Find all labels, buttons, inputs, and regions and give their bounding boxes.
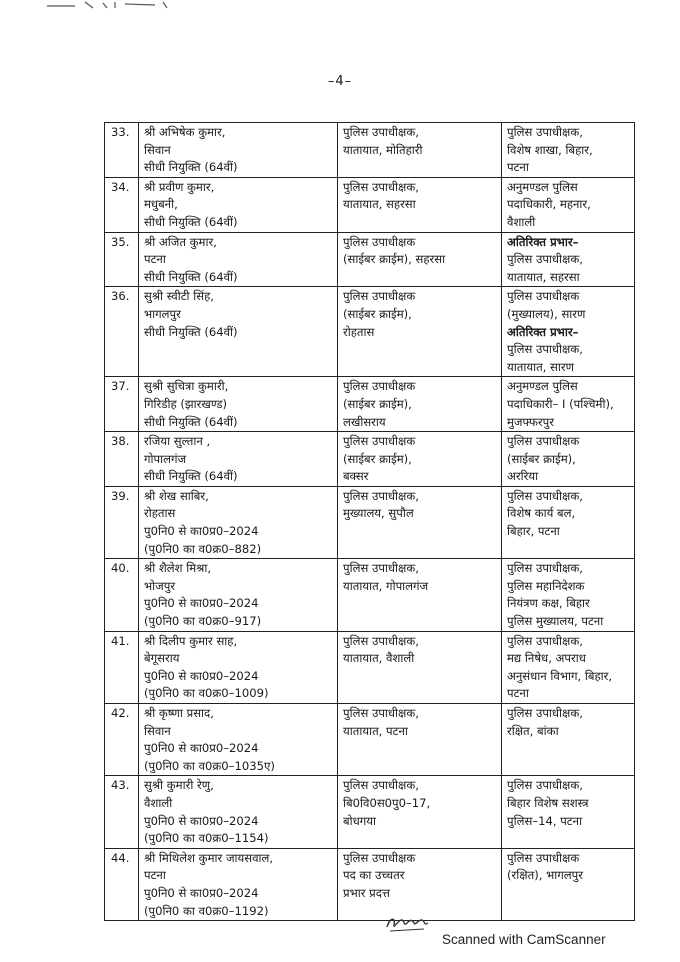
new-post-cell <box>502 631 635 703</box>
new-post-cell <box>502 177 635 232</box>
current-post-line: पुलिस उपाधीक्षक, <box>343 488 419 503</box>
new-post-line: विशेष शाखा, बिहार, <box>507 142 593 157</box>
table-row <box>105 704 635 776</box>
officer-name-line: रजिया सुल्तान , <box>144 434 211 449</box>
table-row <box>105 776 635 848</box>
officer-name-line: सीधी नियुक्ति (64वीं) <box>144 324 238 339</box>
officer-name-line: श्री दिलीप कुमार साह, <box>144 633 238 648</box>
current-post-line: पुलिस उपाधीक्षक <box>343 850 416 865</box>
new-post-line: पुलिस उपाधीक्षक, <box>507 561 583 576</box>
current-post-line: पुलिस उपाधीक्षक, <box>343 778 419 793</box>
table-row <box>105 559 635 631</box>
new-post-line: (रक्षित), भागलपुर <box>507 868 583 883</box>
officer-name-cell <box>139 704 338 776</box>
new-post-line: (मुख्यालय), सारण <box>507 306 586 321</box>
officer-name-line: पु0नि0 से का0प्र0–2024 <box>144 813 259 828</box>
table-row <box>105 287 635 377</box>
officer-name-cell <box>139 776 338 848</box>
current-post-cell <box>338 559 502 631</box>
new-post-cell <box>502 776 635 848</box>
officer-name-cell <box>139 287 338 377</box>
new-post-cell <box>502 486 635 558</box>
new-post-cell <box>502 704 635 776</box>
officer-name-line: मधुबनी, <box>144 197 178 212</box>
current-post-line: पुलिस उपाधीक्षक, <box>343 633 419 648</box>
table-row <box>105 432 635 487</box>
serial-number-cell: 39. <box>105 486 139 558</box>
new-post-cell <box>502 123 635 178</box>
new-post-line: पुलिस उपाधीक्षक, <box>507 488 583 503</box>
officer-name-line: पु0नि0 से का0प्र0–2024 <box>144 596 259 611</box>
current-post-line: मुख्यालय, सुपौल <box>343 506 414 521</box>
officer-name-line: भोजपुर <box>144 578 176 593</box>
current-post-line: यातायात, सहरसा <box>343 197 416 212</box>
new-post-line: पुलिस उपाधीक्षक, <box>507 633 583 648</box>
table-row <box>105 123 635 178</box>
new-post-line: बिहार विशेष सशस्त्र <box>507 795 589 810</box>
current-post-line: (साईबर क्राईम), <box>343 306 412 321</box>
current-post-cell <box>338 704 502 776</box>
current-post-line: बि0वि0स0पु0–17, <box>343 795 431 810</box>
current-post-line: पुलिस उपाधीक्षक, <box>343 125 419 139</box>
new-post-cell <box>502 848 635 920</box>
officer-name-line: रोहतास <box>144 506 176 521</box>
current-post-cell <box>338 432 502 487</box>
current-post-cell <box>338 377 502 432</box>
officer-name-line: सिवान <box>144 723 171 738</box>
officer-name-line: (पु0नि0 का व0क्र0–1154) <box>144 831 269 846</box>
officer-name-line: पु0नि0 से का0प्र0–2024 <box>144 885 259 900</box>
new-post-line: पुलिस उपाधीक्षक, <box>507 342 583 357</box>
current-post-line: पुलिस उपाधीक्षक <box>343 379 416 394</box>
new-post-cell <box>502 377 635 432</box>
current-post-line: पुलिस उपाधीक्षक, <box>343 179 419 194</box>
current-post-cell <box>338 631 502 703</box>
new-post-line: अतिरिक्त प्रभार– <box>507 234 579 249</box>
officer-name-line: (पु0नि0 का व0क्र0–1009) <box>144 686 269 701</box>
new-post-line: अनुमण्डल पुलिस <box>507 379 578 394</box>
officer-name-line: श्री शैलेश मिश्रा, <box>144 561 212 576</box>
current-post-line: बक्सर <box>343 469 369 484</box>
new-post-cell <box>502 559 635 631</box>
current-post-line: यातायात, गोपालगंज <box>343 578 429 593</box>
table-row <box>105 177 635 232</box>
officer-name-line: भागलपुर <box>144 306 181 321</box>
new-post-line: यातायात, सहरसा <box>507 269 580 284</box>
new-post-line: मुजफ्फरपुर <box>507 414 554 429</box>
new-post-line: बिहार, पटना <box>507 524 560 539</box>
officer-name-line: वैशाली <box>144 795 173 810</box>
officer-name-cell <box>139 432 338 487</box>
new-post-line: पटना <box>507 686 529 701</box>
officer-name-line: सुश्री सुचित्रा कुमारी, <box>144 379 229 394</box>
serial-number-cell: 40. <box>105 559 139 631</box>
new-post-line: अररिया <box>507 469 539 484</box>
new-post-line: पुलिस उपाधीक्षक, <box>507 706 583 720</box>
current-post-line: पुलिस उपाधीक्षक, <box>343 561 419 576</box>
current-post-line: यातायात, पटना <box>343 723 408 738</box>
officer-name-line: (पु0नि0 का व0क्र0–917) <box>144 614 262 629</box>
new-post-line: पदाधिकारी, महनार, <box>507 197 591 212</box>
new-post-line: पुलिस उपाधीक्षक <box>507 289 580 304</box>
new-post-line: पुलिस उपाधीक्षक <box>507 434 580 449</box>
officer-name-line: सीधी नियुक्ति (64वीं) <box>144 160 238 175</box>
officer-name-cell <box>139 486 338 558</box>
serial-number-cell: 42. <box>105 704 139 776</box>
officer-name-line: गिरिडीह (झारखण्ड) <box>144 396 228 411</box>
officer-name-line: श्री प्रवीण कुमार, <box>144 179 215 194</box>
officer-name-cell <box>139 232 338 287</box>
officer-name-cell <box>139 177 338 232</box>
officer-name-line: सुश्री स्वीटी सिंह, <box>144 289 214 304</box>
current-post-cell <box>338 848 502 920</box>
new-post-cell <box>502 432 635 487</box>
officer-name-line: (पु0नि0 का व0क्र0–882) <box>144 541 262 556</box>
current-post-line: पुलिस उपाधीक्षक <box>343 234 416 249</box>
current-post-line: यातायात, मोतिहारी <box>343 142 423 157</box>
current-post-line: यातायात, वैशाली <box>343 651 415 666</box>
officer-name-line: गोपालगंज <box>144 451 187 466</box>
officer-name-line: पु0नि0 से का0प्र0–2024 <box>144 668 259 683</box>
new-post-line: मद्य निषेध, अपराध <box>507 651 586 666</box>
serial-number-cell: 43. <box>105 776 139 848</box>
officer-name-line: (पु0नि0 का व0क्र0–1035ए) <box>144 758 275 773</box>
serial-number-cell: 37. <box>105 377 139 432</box>
signature-mark <box>384 911 432 933</box>
officer-name-line: सीधी नियुक्ति (64वीं) <box>144 414 238 429</box>
current-post-line: (साईबर क्राईम), <box>343 451 412 466</box>
table-row <box>105 486 635 558</box>
new-post-line: विशेष कार्य बल, <box>507 506 576 521</box>
new-post-line: पुलिस–14, पटना <box>507 813 583 828</box>
officer-name-line: श्री मिथिलेश कुमार जायसवाल, <box>144 850 274 865</box>
serial-number-cell: 36. <box>105 287 139 377</box>
current-post-line: पुलिस उपाधीक्षक <box>343 289 416 304</box>
officer-name-line: (पु0नि0 का व0क्र0–1192) <box>144 903 269 918</box>
current-post-line: पुलिस उपाधीक्षक, <box>343 706 419 720</box>
officer-name-line: पु0नि0 से का0प्र0–2024 <box>144 741 259 756</box>
officer-name-line: सीधी नियुक्ति (64वीं) <box>144 214 238 229</box>
posting-table <box>104 122 635 921</box>
current-post-cell <box>338 177 502 232</box>
camscanner-watermark: Scanned with CamScanner <box>442 932 606 947</box>
officer-name-cell <box>139 123 338 178</box>
current-post-cell <box>338 123 502 178</box>
new-post-line: पदाधिकारी– I (पश्चिमी), <box>507 396 614 411</box>
officer-name-line: सीधी नियुक्ति (64वीं) <box>144 469 238 484</box>
serial-number-cell: 38. <box>105 432 139 487</box>
table-row <box>105 848 635 920</box>
serial-number-cell: 33. <box>105 123 139 178</box>
table-row <box>105 631 635 703</box>
officer-name-line: श्री शेख साबिर, <box>144 488 209 503</box>
top-scribble-mark <box>45 0 195 10</box>
table-row <box>105 232 635 287</box>
officer-name-cell <box>139 377 338 432</box>
current-post-cell <box>338 776 502 848</box>
new-post-line: पुलिस उपाधीक्षक, <box>507 778 583 793</box>
current-post-line: रोहतास <box>343 324 375 339</box>
current-post-cell <box>338 486 502 558</box>
serial-number-cell: 44. <box>105 848 139 920</box>
new-post-cell <box>502 287 635 377</box>
officer-name-line: श्री कृष्णा प्रसाद, <box>144 706 214 720</box>
new-post-line: पुलिस उपाधीक्षक <box>507 850 580 865</box>
table-row <box>105 377 635 432</box>
current-post-line: पुलिस उपाधीक्षक <box>343 434 416 449</box>
serial-number-cell: 35. <box>105 232 139 287</box>
page-number: –4– <box>327 74 353 89</box>
new-post-line: पुलिस मुख्यालय, पटना <box>507 614 604 629</box>
new-post-line: रक्षित, बांका <box>507 723 559 738</box>
current-post-line: (साईबर क्राईम), सहरसा <box>343 252 446 267</box>
new-post-line: (साईबर क्राईम), <box>507 451 576 466</box>
current-post-line: (साईबर क्राईम), <box>343 396 412 411</box>
new-post-line: पुलिस उपाधीक्षक, <box>507 252 583 267</box>
new-post-line: पटना <box>507 160 529 175</box>
officer-name-cell <box>139 848 338 920</box>
officer-name-line: पटना <box>144 868 166 883</box>
current-post-line: लखीसराय <box>343 414 386 429</box>
officer-name-line: श्री अभिषेक कुमार, <box>144 125 226 139</box>
current-post-line: पद का उच्चतर <box>343 868 405 883</box>
serial-number-cell: 34. <box>105 177 139 232</box>
new-post-line: यातायात, सारण <box>507 359 575 374</box>
current-post-cell <box>338 232 502 287</box>
current-post-line: प्रभार प्रदत्त <box>343 885 390 900</box>
officer-name-line: सुश्री कुमारी रेणु, <box>144 778 214 793</box>
new-post-line: वैशाली <box>507 214 536 229</box>
officer-name-line: पु0नि0 से का0प्र0–2024 <box>144 524 259 539</box>
new-post-line: पुलिस महानिदेशक <box>507 578 585 593</box>
new-post-line: नियंत्रण कक्ष, बिहार <box>507 596 590 611</box>
new-post-line: अनुमण्डल पुलिस <box>507 179 578 194</box>
officer-name-line: पटना <box>144 252 166 267</box>
serial-number-cell: 41. <box>105 631 139 703</box>
new-post-line: अनुसंधान विभाग, बिहार, <box>507 668 613 683</box>
new-post-line: पुलिस उपाधीक्षक, <box>507 125 583 139</box>
officer-name-line: सीधी नियुक्ति (64वीं) <box>144 269 238 284</box>
officer-name-line: सिवान <box>144 142 171 157</box>
new-post-cell <box>502 232 635 287</box>
officer-name-line: बेगूसराय <box>144 651 180 666</box>
officer-name-cell <box>139 559 338 631</box>
new-post-line: अतिरिक्त प्रभार– <box>507 324 579 339</box>
current-post-line: बोधगया <box>343 813 377 828</box>
officer-name-cell <box>139 631 338 703</box>
current-post-cell <box>338 287 502 377</box>
officer-name-line: श्री अजित कुमार, <box>144 234 217 249</box>
